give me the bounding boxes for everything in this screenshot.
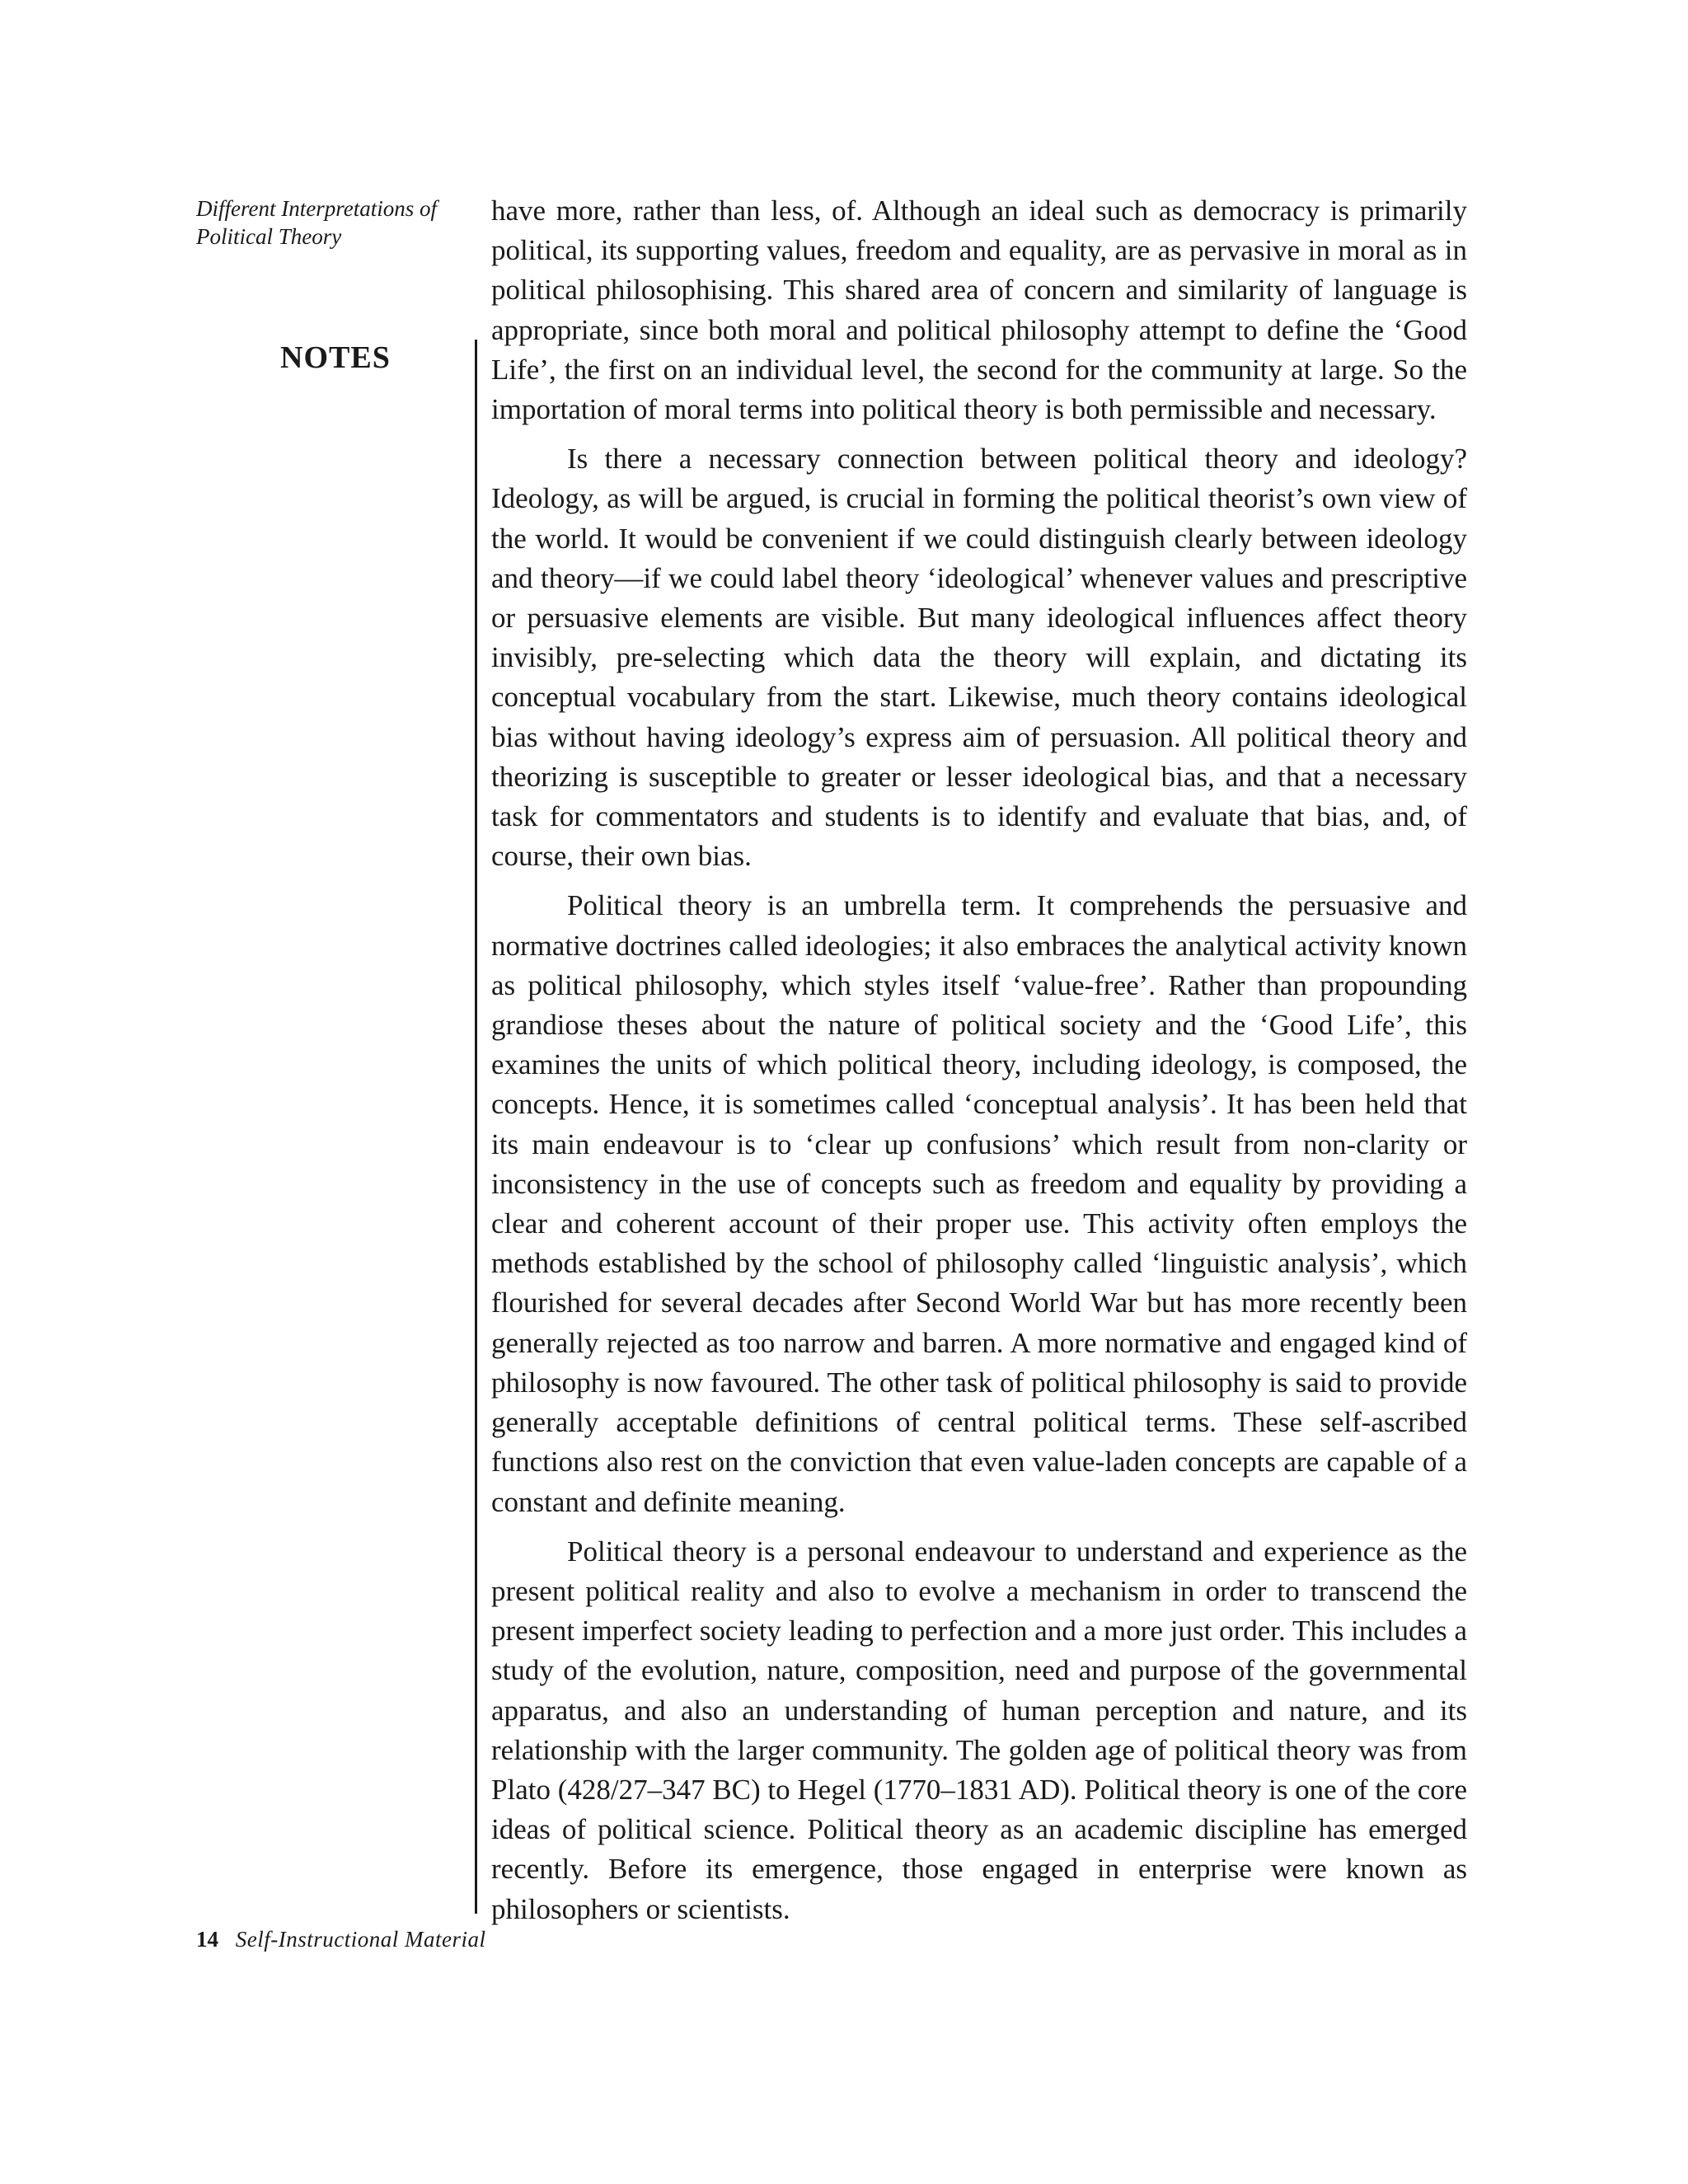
running-head-line-2: Political Theory [196,224,342,249]
paragraph-1: have more, rather than less, of. Although an ideal such as democracy is primarily political, its supporting values, freedom and equality, are as pervasive in moral as in political philosophising. This shared area of concern and similarity of language is appropriate, since both moral and political philosophy attempt to define the ‘Good Life’, the first on an individual level, the second for the community at large. So the importation of moral terms into political theory is both permissible and necessary. [491,194,1467,426]
paragraph-3: Political theory is an umbrella term. It comprehends the persuasive and normative doctrines called ideologies; it also embraces the analytical activity known as political philosophy, which styles itself ‘value-free’. Rather than propounding grandiose theses about the nature of political society and the ‘Good Life’, this examines the units of which political theory, including ideology, is composed, the concepts. Hence, it is sometimes called ‘conceptual analysis’. It has been held that its main endeavour is to ‘clear up confusions’ which result from non-clarity or inconsistency in the use of concepts such as freedom and equality by providing a clear and coherent account of their proper use. This activity often employs the methods established by the school of philosophy called ‘linguistic analysis’, which flourished for several decades after Second World War but has more recently been generally rejected as too narrow and barren. A more normative and engaged kind of philosophy is now favoured. The other task of political philosophy is said to provide generally acceptable definitions of central political terms. These self-ascribed functions also rest on the conviction that even value-laden concepts are capable of a constant and definite meaning. [491,889,1467,1518]
page-number: 14 [196,1927,218,1952]
margin-rule [475,340,477,1914]
running-head [196,194,460,251]
running-head-line-1: Different Interpretations of [196,196,437,221]
paragraph-2: Is there a necessary connection between political theory and ideology? Ideology, as will be argued, is crucial in forming the political theorist’s own view of the world. It would be convenient if we could distinguish clearly between ideology and theory—if we could label theory ‘ideological’ whenever values and prescriptive or persuasive elements are visible. But many ideological influences affect theory invisibly, pre-selecting which data the theory will explain, and dictating its conceptual vocabulary from the start. Likewise, much theory contains ideological bias without having ideology’s express aim of persuasion. All political theory and theorizing is susceptible to greater or lesser ideological bias, and that a necessary task for commentators and students is to identify and evaluate that bias, and, of course, their own bias. [491,443,1467,873]
body-text [491,191,1467,1939]
paragraph-4: Political theory is a personal endeavour to understand and experience as the present political reality and also to evolve a mechanism in order to transcend the present imperfect society leading to perfection and a more just order. This includes a study of the evolution, nature, composition, need and purpose of the governmental apparatus, and also an understanding of human perception and nature, and its relationship with the larger community. The golden age of political theory was from Plato (428/27–347 BC) to Hegel (1770–1831 AD). Political theory is one of the core ideas of political science. Political theory as an academic discipline has emerged recently. Before its emergence, those engaged in enterprise were known as philosophers or scientists. [491,1535,1467,1925]
footer-label: Self-Instructional Material [235,1927,486,1952]
notes-label: NOTES [280,340,391,375]
page-footer [196,1927,485,1952]
